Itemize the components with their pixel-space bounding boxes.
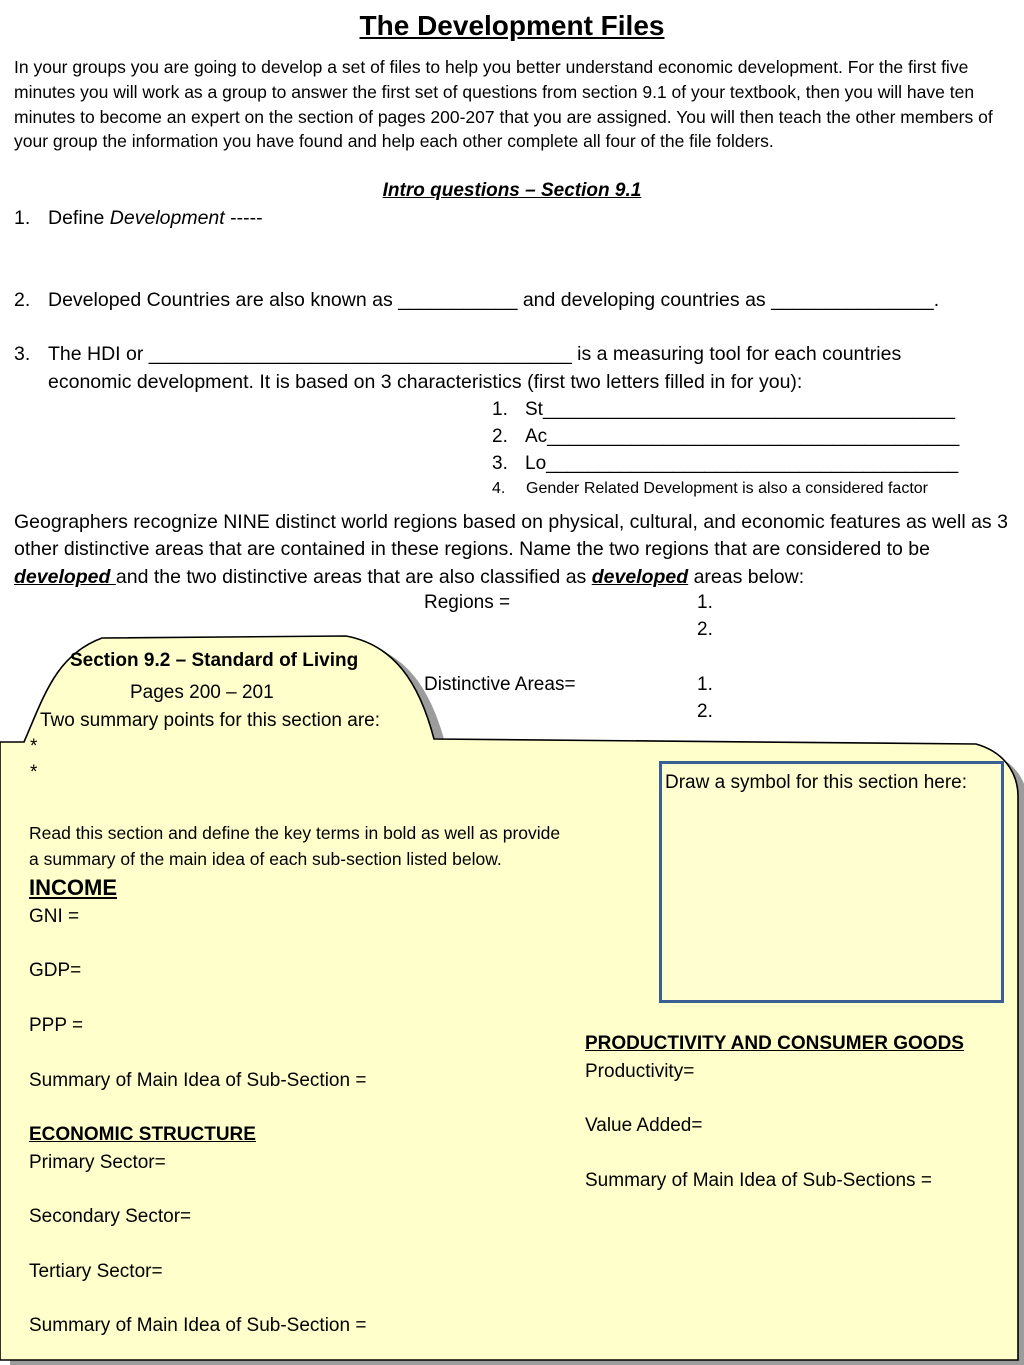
- hdi-item-text: Lo_______________________________________: [525, 453, 959, 474]
- summary-points-label: Two summary points for this section are:: [40, 710, 381, 731]
- income-summary-field: Summary of Main Idea of Sub-Section =: [29, 1070, 367, 1091]
- question-text: Developed Countries are also known as ___________ and developing countries as _______________.: [48, 289, 940, 311]
- section-title: Section 9.2 – Standard of Living: [70, 650, 359, 671]
- regions-answer-2: 2.: [697, 619, 713, 640]
- emphasis-developed: developed: [14, 565, 116, 588]
- regions-label: Regions =: [424, 592, 511, 613]
- section-pages: Pages 200 – 201: [130, 682, 274, 703]
- primary-sector-field: Primary Sector=: [29, 1152, 166, 1173]
- intro-paragraph: In your groups you are going to develop a set of files to help you better understand economic development. For the first five minutes you will work as a group to answer the first set of questions from section 9.1 of your textbook, then you will have ten minutes to become an expert on the section of pages 200-207 that you are assigned. You will then teach the other members of your group the information you have found and help each other complete all four of the file folders.: [14, 57, 993, 152]
- regions-answer-1: 1.: [697, 592, 713, 613]
- regions-text: and the two distinctive areas that are also classified as: [115, 565, 592, 588]
- question-number: 1.: [14, 207, 31, 229]
- hdi-item-text: St_______________________________________: [525, 399, 956, 420]
- productivity-summary-field: Summary of Main Idea of Sub-Sections =: [585, 1170, 932, 1191]
- value-added-field: Value Added=: [585, 1115, 703, 1136]
- areas-answer-2: 2.: [697, 701, 713, 722]
- income-heading: INCOME: [29, 875, 117, 900]
- hdi-item-number: 2.: [492, 426, 508, 447]
- question-number: 2.: [14, 289, 31, 311]
- emphasis-developed: developed: [591, 565, 689, 588]
- hdi-item-text: Ac_______________________________________: [525, 426, 960, 447]
- tertiary-sector-field: Tertiary Sector=: [29, 1261, 163, 1282]
- summary-bullet: *: [30, 762, 38, 783]
- question-text: Define: [48, 207, 110, 229]
- question-tail: -----: [224, 207, 263, 229]
- instructions-line: Read this section and define the key terms in bold as well as provide: [29, 823, 561, 843]
- areas-answer-1: 1.: [697, 674, 713, 695]
- economic-summary-field: Summary of Main Idea of Sub-Section =: [29, 1315, 367, 1336]
- regions-text: areas below:: [688, 565, 805, 588]
- productivity-field: Productivity=: [585, 1061, 695, 1082]
- hdi-item-number: 1.: [492, 399, 508, 420]
- symbol-drawing-box[interactable]: [659, 761, 1004, 1003]
- question-number: 3.: [14, 343, 31, 365]
- instructions-line: a summary of the main idea of each sub-section listed below.: [29, 849, 502, 869]
- productivity-heading: PRODUCTIVITY AND CONSUMER GOODS: [585, 1033, 964, 1054]
- hdi-item-number: 4.: [492, 480, 506, 497]
- distinctive-areas-label: Distinctive Areas=: [424, 674, 576, 695]
- page-title: The Development Files: [359, 10, 665, 41]
- question-3-continued: economic development. It is based on 3 characteristics (first two letters filled in for you):: [48, 371, 803, 393]
- question-text: The HDI or _______________________________________ is a measuring tool for each countries: [48, 343, 902, 365]
- hdi-item-number: 3.: [492, 453, 508, 474]
- hdi-item-text: Gender Related Development is also a considered factor: [526, 480, 928, 497]
- economic-structure-heading: ECONOMIC STRUCTURE: [29, 1124, 256, 1145]
- secondary-sector-field: Secondary Sector=: [29, 1206, 192, 1227]
- gni-field: GNI =: [29, 906, 80, 927]
- intro-questions-heading: Intro questions – Section 9.1: [382, 180, 642, 201]
- regions-text: Geographers recognize NINE distinct world regions based on physical, cultural, and economic features as well as 3 other distinctive areas that are contained in these regions. Name the two regions that are considered to be: [14, 511, 1008, 561]
- symbol-box-label: Draw a symbol for this section here:: [665, 772, 968, 793]
- question-term: Development: [109, 207, 225, 229]
- ppp-field: PPP =: [29, 1015, 84, 1036]
- summary-bullet: *: [30, 736, 38, 757]
- gdp-field: GDP=: [29, 960, 82, 981]
